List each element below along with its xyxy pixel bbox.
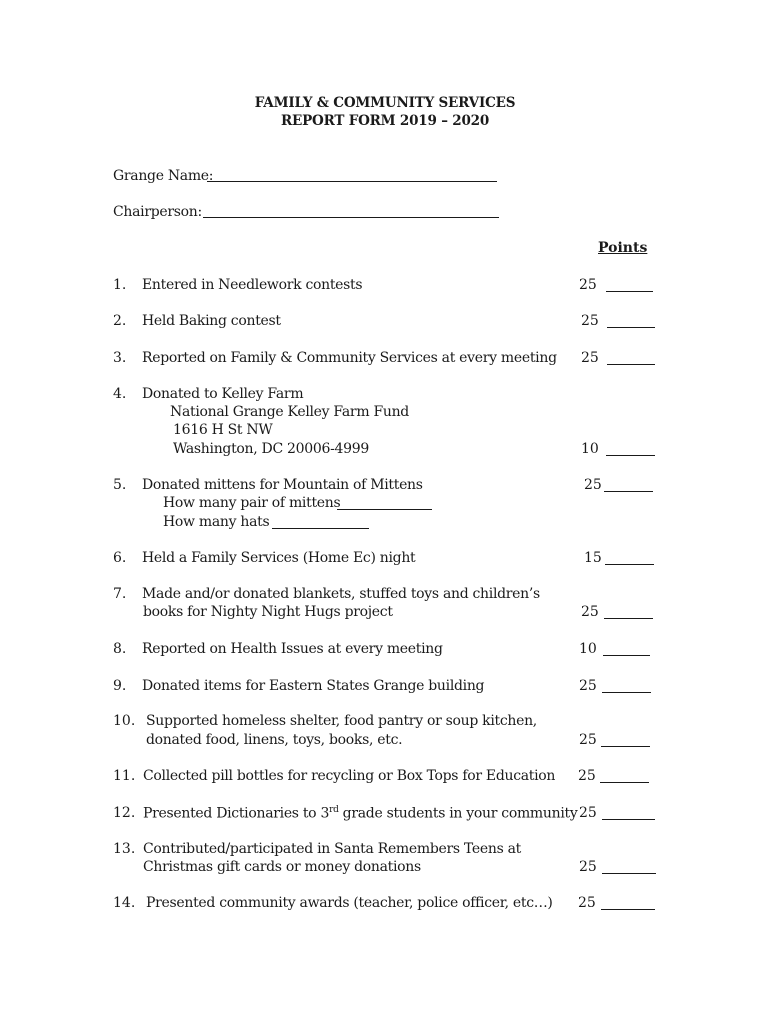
item-number: 8.	[113, 641, 127, 657]
item-number: 4.	[113, 386, 127, 402]
item-points: 15	[584, 550, 602, 566]
mittens-count-field[interactable]	[337, 509, 432, 510]
item-number: 5.	[113, 477, 127, 493]
item-points-field[interactable]	[604, 491, 653, 492]
item-points-field[interactable]	[607, 327, 655, 328]
item-points-field[interactable]	[602, 692, 651, 693]
item-text	[143, 805, 577, 822]
item-text: Collected pill bottles for recycling or Box Tops for Education	[143, 768, 556, 784]
item-points: 25	[578, 895, 596, 911]
item-points-field[interactable]	[602, 873, 656, 874]
item-text: Reported on Health Issues at every meeting	[142, 641, 443, 657]
item-text: Supported homeless shelter, food pantry or soup kitchen,	[146, 713, 537, 729]
item-text: Held Baking contest	[142, 313, 281, 329]
chairperson-field[interactable]	[203, 217, 499, 218]
item-points: 25	[579, 732, 597, 748]
item-number: 11.	[113, 768, 136, 784]
form-subtitle: REPORT FORM 2019 – 2020	[280, 113, 490, 129]
item-points-field[interactable]	[607, 364, 655, 365]
item-points-field[interactable]	[603, 655, 650, 656]
item-number: 3.	[113, 350, 127, 366]
form-title: FAMILY & COMMUNITY SERVICES	[254, 95, 516, 111]
item-text: Held a Family Services (Home Ec) night	[142, 550, 416, 566]
item-text: National Grange Kelley Farm Fund	[170, 404, 409, 420]
item-points: 25	[579, 277, 597, 293]
item-number: 6.	[113, 550, 127, 566]
item-points-field[interactable]	[600, 782, 649, 783]
item-text: Made and/or donated blankets, stuffed toys and children’s	[142, 586, 540, 602]
item-points: 10	[579, 641, 597, 657]
item-text-part: Presented Dictionaries to 3	[143, 805, 330, 822]
item-points: 25	[578, 768, 596, 784]
item-points-field[interactable]	[601, 909, 655, 910]
chairperson-label: Chairperson:	[113, 204, 202, 220]
item-number: 14.	[113, 895, 136, 911]
item-points: 25	[579, 678, 597, 694]
item-number: 10.	[113, 713, 136, 729]
item-points: 25	[579, 859, 597, 875]
item-text: donated food, linens, toys, books, etc.	[146, 732, 403, 748]
points-header: Points	[598, 240, 648, 256]
item-points: 25	[579, 805, 597, 821]
item-text: Entered in Needlework contests	[142, 277, 363, 293]
item-points: 10	[581, 441, 599, 457]
item-number: 9.	[113, 678, 127, 694]
item-points: 25	[581, 604, 599, 620]
item-number: 2.	[113, 313, 127, 329]
item-number: 12.	[113, 805, 136, 821]
item-points-field[interactable]	[601, 746, 650, 747]
item-number: 7.	[113, 586, 127, 602]
item-text: Contributed/participated in Santa Remembers Teens at	[143, 841, 521, 857]
item-text: Donated items for Eastern States Grange building	[142, 678, 485, 694]
item-text: Donated mittens for Mountain of Mittens	[142, 477, 423, 493]
item-text: How many hats	[163, 514, 270, 530]
item-points: 25	[581, 313, 599, 329]
item-text: Presented community awards (teacher, police officer, etc…)	[146, 895, 553, 911]
item-points-field[interactable]	[606, 455, 655, 456]
item-text: books for Nighty Night Hugs project	[143, 604, 393, 620]
item-points: 25	[581, 350, 599, 366]
hats-count-field[interactable]	[272, 528, 369, 529]
item-text: Donated to Kelley Farm	[142, 386, 304, 402]
item-text: Reported on Family & Community Services at every meeting	[142, 350, 557, 366]
item-points-field[interactable]	[602, 819, 655, 820]
item-points-field[interactable]	[604, 618, 653, 619]
item-points: 25	[584, 477, 602, 493]
item-text: Christmas gift cards or money donations	[143, 859, 421, 875]
grange-name-field[interactable]	[207, 181, 497, 182]
item-points-field[interactable]	[605, 564, 654, 565]
item-points-field[interactable]	[606, 291, 653, 292]
item-number: 13.	[113, 841, 136, 857]
item-text: Washington, DC 20006-4999	[173, 441, 369, 457]
grange-name-label: Grange Name:	[113, 168, 214, 184]
item-text-part: grade students in your community	[338, 805, 578, 822]
ordinal-suffix: rd	[329, 805, 339, 815]
item-text: 1616 H St NW	[173, 422, 273, 438]
item-text: How many pair of mittens	[163, 495, 341, 511]
item-number: 1.	[113, 277, 127, 293]
